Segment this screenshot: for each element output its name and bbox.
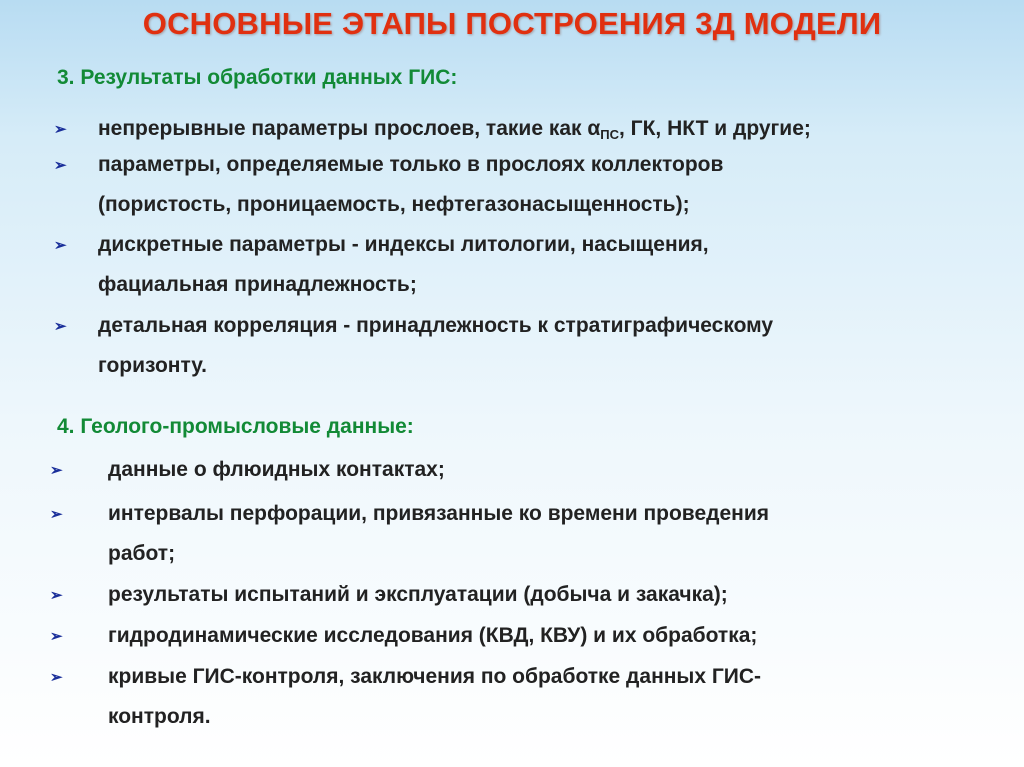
list-item-line: параметры, определяемые только в прослоях коллекторов (98, 153, 724, 176)
list-item-line: фациальная принадлежность; (98, 273, 417, 296)
subscript: ПС (600, 127, 620, 142)
arrowhead-icon: ➢ (50, 669, 63, 686)
slide-title: ОСНОВНЫЕ ЭТАПЫ ПОСТРОЕНИЯ 3Д МОДЕЛИ (142, 6, 882, 41)
arrowhead-icon: ➢ (54, 157, 67, 174)
list-item (98, 225, 709, 305)
section-heading-gis: 3. Результаты обработки данных ГИС: (57, 66, 458, 89)
arrowhead-icon: ➢ (54, 121, 67, 138)
list-item-line: дискретные параметры - индексы литологии, насыщения, (98, 233, 709, 256)
list-item-line: горизонту. (98, 354, 207, 377)
list-item-line: (пористость, проницаемость, нефтегазонасыщенность); (98, 193, 690, 216)
list-item-line: непрерывные параметры прослоев, такие как $\alpha_{ПС}$, ГК, НКТ и другие; (98, 117, 811, 142)
list-item-line: гидродинамические исследования (КВД, КВУ) и их обработка; (108, 624, 758, 647)
arrowhead-icon: ➢ (54, 237, 67, 254)
list-item (108, 494, 769, 574)
list-item-line: данные о флюидных контактах; (108, 458, 445, 481)
list-item-line: интервалы перфорации, привязанные ко времени проведения (108, 502, 769, 525)
arrowhead-icon: ➢ (54, 318, 67, 335)
list-item (98, 306, 773, 386)
list-item (108, 616, 757, 656)
list-item-line: работ; (108, 542, 176, 565)
section-heading-field-data: 4. Геолого-промысловые данные: (57, 415, 414, 438)
list-item-line: результаты испытаний и эксплуатации (добыча и закачка); (108, 583, 728, 606)
list-item-line: контроля. (108, 705, 211, 728)
arrowhead-icon: ➢ (50, 462, 63, 479)
arrowhead-icon: ➢ (50, 587, 63, 604)
list-item (108, 575, 728, 615)
list-item (98, 145, 723, 225)
list-item (108, 657, 761, 737)
list-item-line: детальная корреляция - принадлежность к стратиграфическому (98, 314, 774, 337)
list-item (108, 450, 445, 490)
arrowhead-icon: ➢ (50, 506, 63, 523)
arrowhead-icon: ➢ (50, 628, 63, 645)
list-item-line: кривые ГИС-контроля, заключения по обработке данных ГИС- (108, 665, 762, 688)
